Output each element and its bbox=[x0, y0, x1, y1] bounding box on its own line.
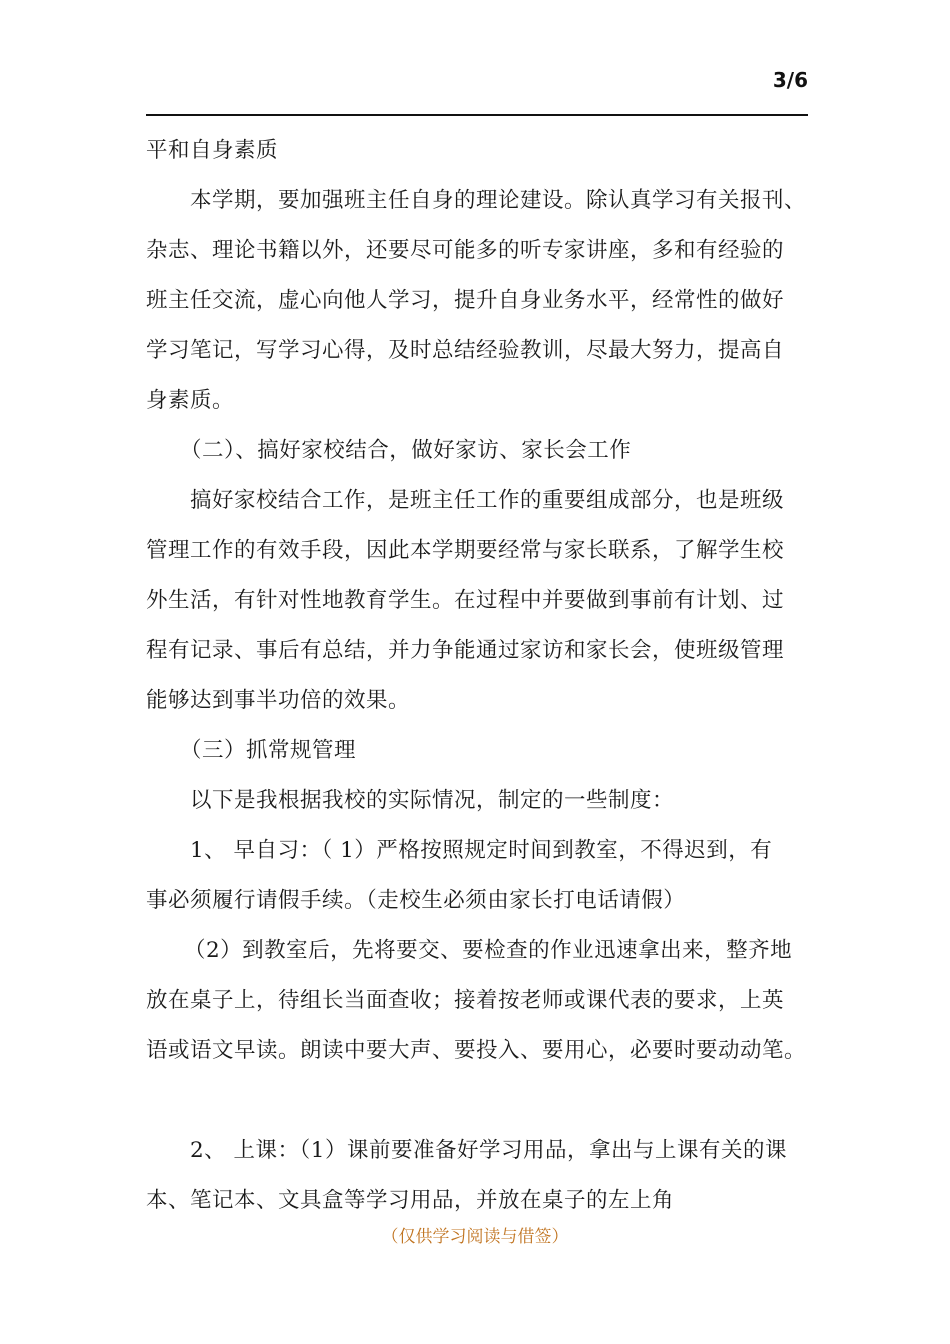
text-line: 以下是我根据我校的实际情况，制定的一些制度： bbox=[190, 788, 675, 813]
footer-note: （仅供学习阅读与借签） bbox=[381, 1227, 569, 1247]
list-item: 1、 早自习：（ 1）严格按照规定时间到教室，不得迟到，有 bbox=[190, 838, 773, 863]
text-line: 班主任交流，虚心向他人学习，提升自身业务水平，经常性的做好 bbox=[146, 288, 785, 313]
text-line: 搞好家校结合工作，是班主任工作的重要组成部分，也是班级 bbox=[190, 488, 785, 513]
text-line: 学习笔记，写学习心得，及时总结经验教训，尽最大努力，提高自 bbox=[146, 338, 785, 363]
text-line: 杂志、理论书籍以外，还要尽可能多的听专家讲座，多和有经验的 bbox=[146, 238, 785, 263]
text-line: 外生活，有针对性地教育学生。在过程中并要做到事前有计划、过 bbox=[146, 588, 785, 613]
text-line: 管理工作的有效手段，因此本学期要经常与家长联系，了解学生校 bbox=[146, 538, 785, 563]
section-heading: （二）、搞好家校结合，做好家访、家长会工作 bbox=[180, 438, 632, 463]
header-rule bbox=[146, 114, 808, 116]
text-line: （2）到教室后，先将要交、要检查的作业迅速拿出来，整齐地 bbox=[184, 938, 793, 963]
text-line: 放在桌子上，待组长当面查收；接着按老师或课代表的要求，上英 bbox=[146, 988, 785, 1013]
text-line: 身素质。 bbox=[146, 388, 235, 413]
text-line: 本学期，要加强班主任自身的理论建设。除认真学习有关报刊、 bbox=[190, 188, 807, 213]
text-line: 程有记录、事后有总结，并力争能通过家访和家长会，使班级管理 bbox=[146, 638, 785, 663]
text-line: 平和自身素质 bbox=[146, 138, 279, 163]
section-heading: （三）抓常规管理 bbox=[180, 738, 357, 763]
page-number: 3/6 bbox=[772, 68, 808, 92]
text-line: 语或语文早读。朗读中要大声、要投入、要用心，必要时要动动笔。 bbox=[146, 1038, 807, 1063]
text-line: 能够达到事半功倍的效果。 bbox=[146, 688, 411, 713]
text-line: 事必须履行请假手续。（走校生必须由家长打电话请假） bbox=[146, 888, 686, 913]
list-item: 2、 上课：（1）课前要准备好学习用品，拿出与上课有关的课 bbox=[190, 1138, 787, 1163]
text-line: 本、笔记本、文具盒等学习用品，并放在桌子的左上角 bbox=[146, 1188, 675, 1213]
